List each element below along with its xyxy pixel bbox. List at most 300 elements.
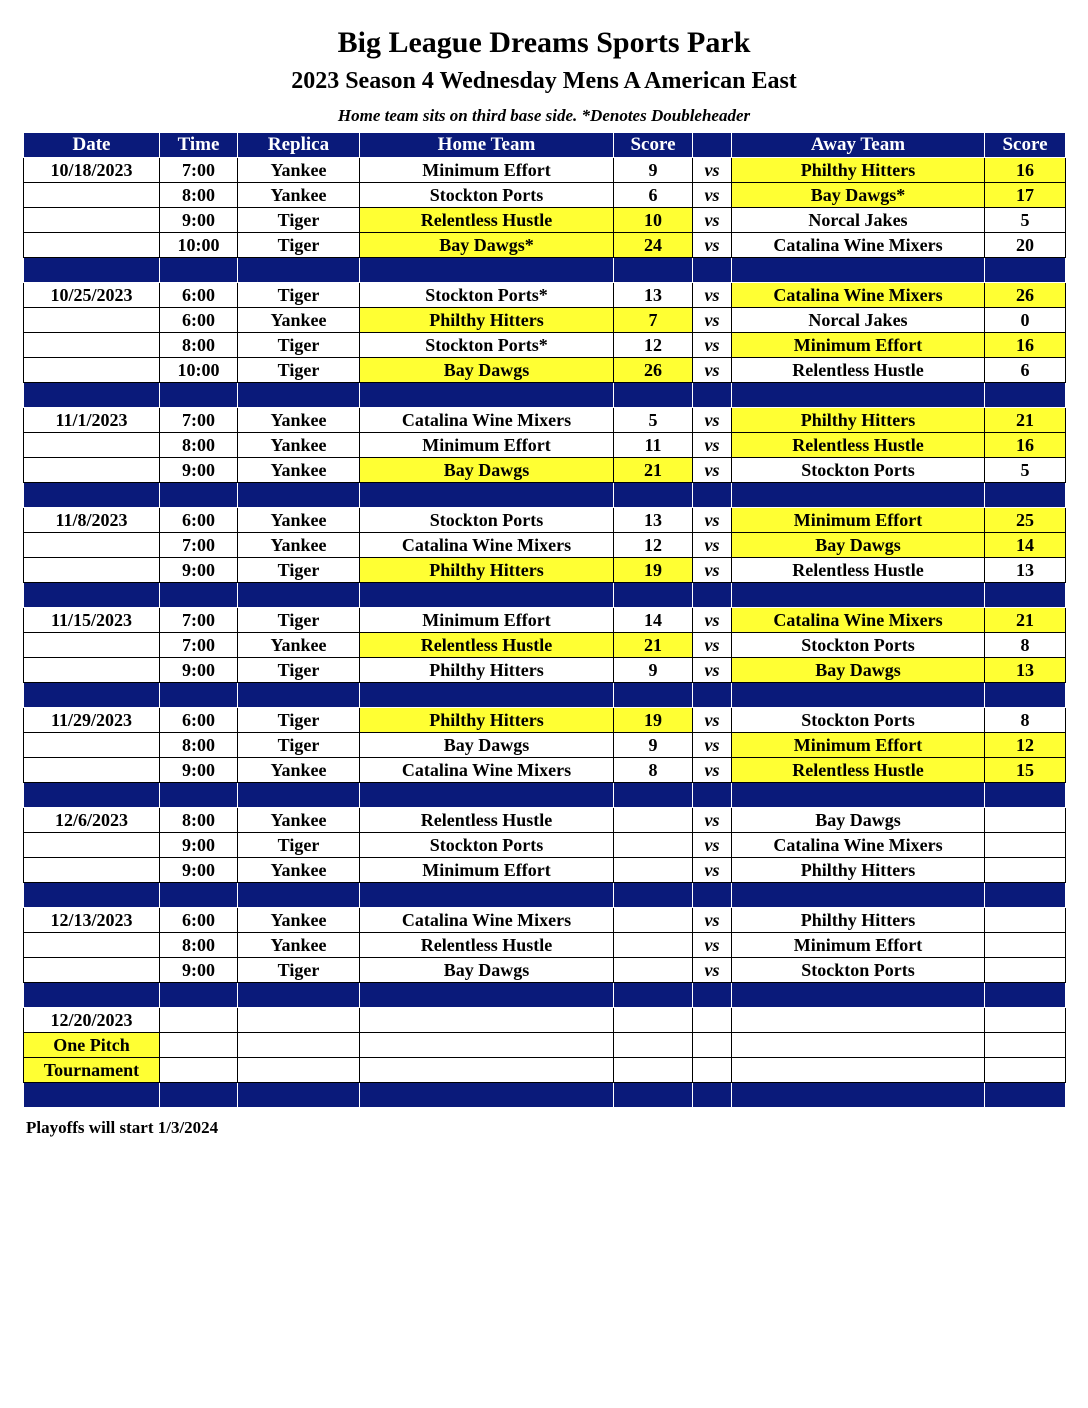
schedule-table xyxy=(23,132,1066,1108)
vs-cell: vs xyxy=(693,633,732,658)
table-row xyxy=(24,833,1066,858)
replica-cell: Tiger xyxy=(238,208,360,233)
empty-cell xyxy=(360,1058,614,1083)
home-score-cell: 26 xyxy=(614,358,693,383)
replica-cell: Tiger xyxy=(238,708,360,733)
away-score-cell xyxy=(985,833,1066,858)
away-score-cell: 26 xyxy=(985,283,1066,308)
away-score-cell: 16 xyxy=(985,333,1066,358)
table-row xyxy=(24,1033,1066,1058)
home-team-cell: Catalina Wine Mixers xyxy=(360,758,614,783)
time-cell: 6:00 xyxy=(160,283,238,308)
table-row xyxy=(24,233,1066,258)
separator-cell xyxy=(24,783,160,808)
header-row xyxy=(24,133,1066,158)
home-team-cell: Minimum Effort xyxy=(360,433,614,458)
home-score-cell: 19 xyxy=(614,558,693,583)
away-score-cell: 6 xyxy=(985,358,1066,383)
date-cell: 11/1/2023 xyxy=(24,408,160,433)
separator-cell xyxy=(985,383,1066,408)
away-team-cell: Catalina Wine Mixers xyxy=(732,283,985,308)
separator-cell xyxy=(238,983,360,1008)
away-score-cell xyxy=(985,958,1066,983)
separator-cell xyxy=(693,383,732,408)
separator-cell xyxy=(360,683,614,708)
home-team-cell: Minimum Effort xyxy=(360,608,614,633)
separator-row xyxy=(24,383,1066,408)
table-row xyxy=(24,408,1066,433)
time-cell: 8:00 xyxy=(160,433,238,458)
replica-cell: Tiger xyxy=(238,958,360,983)
home-team-cell: Philthy Hitters xyxy=(360,658,614,683)
date-cell-empty xyxy=(24,208,160,233)
separator-cell xyxy=(160,783,238,808)
away-score-cell: 15 xyxy=(985,758,1066,783)
separator-cell xyxy=(614,583,693,608)
away-team-cell: Minimum Effort xyxy=(732,733,985,758)
away-team-cell: Philthy Hitters xyxy=(732,858,985,883)
time-cell: 6:00 xyxy=(160,908,238,933)
table-row xyxy=(24,908,1066,933)
home-score-cell: 19 xyxy=(614,708,693,733)
time-cell: 9:00 xyxy=(160,458,238,483)
separator-cell xyxy=(360,1083,614,1108)
home-team-cell: Stockton Ports* xyxy=(360,283,614,308)
table-row xyxy=(24,333,1066,358)
home-score-cell: 24 xyxy=(614,233,693,258)
separator-row xyxy=(24,483,1066,508)
vs-cell: vs xyxy=(693,858,732,883)
home-score-cell xyxy=(614,858,693,883)
col-header-date: Date xyxy=(24,133,160,158)
vs-cell: vs xyxy=(693,933,732,958)
away-team-cell: Philthy Hitters xyxy=(732,158,985,183)
separator-cell xyxy=(693,583,732,608)
separator-cell xyxy=(160,1083,238,1108)
away-score-cell: 8 xyxy=(985,633,1066,658)
away-score-cell xyxy=(985,908,1066,933)
separator-cell xyxy=(238,258,360,283)
time-cell: 9:00 xyxy=(160,658,238,683)
separator-cell xyxy=(614,783,693,808)
separator-cell xyxy=(693,783,732,808)
replica-cell: Tiger xyxy=(238,833,360,858)
away-team-cell: Catalina Wine Mixers xyxy=(732,608,985,633)
table-row xyxy=(24,608,1066,633)
separator-cell xyxy=(614,383,693,408)
away-score-cell: 13 xyxy=(985,658,1066,683)
empty-cell xyxy=(160,1008,238,1033)
date-cell-empty xyxy=(24,333,160,358)
empty-cell xyxy=(614,1033,693,1058)
col-header-vs xyxy=(693,133,732,158)
separator-row xyxy=(24,1083,1066,1108)
table-row xyxy=(24,283,1066,308)
away-score-cell: 8 xyxy=(985,708,1066,733)
home-team-cell: Relentless Hustle xyxy=(360,808,614,833)
date-cell: 12/13/2023 xyxy=(24,908,160,933)
away-score-cell: 21 xyxy=(985,408,1066,433)
home-score-cell: 9 xyxy=(614,658,693,683)
home-team-cell: Catalina Wine Mixers xyxy=(360,908,614,933)
date-cell-empty xyxy=(24,833,160,858)
home-team-cell: Philthy Hitters xyxy=(360,558,614,583)
separator-cell xyxy=(985,683,1066,708)
away-team-cell: Relentless Hustle xyxy=(732,558,985,583)
vs-cell: vs xyxy=(693,408,732,433)
home-team-cell: Relentless Hustle xyxy=(360,933,614,958)
date-cell-empty xyxy=(24,183,160,208)
table-row xyxy=(24,1058,1066,1083)
separator-cell xyxy=(160,583,238,608)
home-score-cell: 13 xyxy=(614,508,693,533)
away-score-cell: 16 xyxy=(985,433,1066,458)
replica-cell: Yankee xyxy=(238,508,360,533)
tournament-label-cell: Tournament xyxy=(24,1058,160,1083)
replica-cell: Tiger xyxy=(238,558,360,583)
away-team-cell: Bay Dawgs xyxy=(732,533,985,558)
replica-cell: Tiger xyxy=(238,233,360,258)
away-team-cell: Stockton Ports xyxy=(732,708,985,733)
empty-cell xyxy=(985,1058,1066,1083)
empty-cell xyxy=(693,1008,732,1033)
vs-cell: vs xyxy=(693,733,732,758)
col-header-home-team: Home Team xyxy=(360,133,614,158)
separator-cell xyxy=(24,1083,160,1108)
separator-cell xyxy=(238,383,360,408)
separator-cell xyxy=(24,683,160,708)
home-score-cell: 11 xyxy=(614,433,693,458)
home-score-cell: 14 xyxy=(614,608,693,633)
separator-cell xyxy=(614,258,693,283)
home-team-cell: Philthy Hitters xyxy=(360,308,614,333)
playoffs-note: Playoffs will start 1/3/2024 xyxy=(26,1118,219,1137)
replica-cell: Yankee xyxy=(238,183,360,208)
separator-cell xyxy=(238,1083,360,1108)
replica-cell: Yankee xyxy=(238,908,360,933)
away-score-cell: 5 xyxy=(985,208,1066,233)
table-row xyxy=(24,458,1066,483)
away-team-cell: Catalina Wine Mixers xyxy=(732,233,985,258)
replica-cell: Yankee xyxy=(238,533,360,558)
time-cell: 9:00 xyxy=(160,208,238,233)
vs-cell: vs xyxy=(693,433,732,458)
separator-cell xyxy=(360,383,614,408)
separator-cell xyxy=(693,683,732,708)
separator-row xyxy=(24,883,1066,908)
separator-cell xyxy=(985,783,1066,808)
empty-cell xyxy=(732,1008,985,1033)
empty-cell xyxy=(238,1008,360,1033)
empty-cell xyxy=(160,1033,238,1058)
vs-cell: vs xyxy=(693,758,732,783)
home-score-cell: 12 xyxy=(614,533,693,558)
vs-cell: vs xyxy=(693,233,732,258)
table-row xyxy=(24,808,1066,833)
table-row xyxy=(24,558,1066,583)
separator-cell xyxy=(238,783,360,808)
separator-cell xyxy=(24,883,160,908)
table-row xyxy=(24,708,1066,733)
home-score-cell: 10 xyxy=(614,208,693,233)
away-team-cell: Norcal Jakes xyxy=(732,308,985,333)
away-team-cell: Bay Dawgs xyxy=(732,658,985,683)
empty-cell xyxy=(985,1033,1066,1058)
time-cell: 6:00 xyxy=(160,708,238,733)
separator-cell xyxy=(693,258,732,283)
separator-cell xyxy=(160,883,238,908)
separator-cell xyxy=(24,983,160,1008)
vs-cell: vs xyxy=(693,558,732,583)
away-team-cell: Minimum Effort xyxy=(732,508,985,533)
replica-cell: Tiger xyxy=(238,358,360,383)
separator-cell xyxy=(732,1083,985,1108)
vs-cell: vs xyxy=(693,458,732,483)
date-cell-empty xyxy=(24,758,160,783)
time-cell: 9:00 xyxy=(160,858,238,883)
replica-cell: Tiger xyxy=(238,608,360,633)
away-team-cell: Bay Dawgs xyxy=(732,808,985,833)
separator-cell xyxy=(24,258,160,283)
away-team-cell: Stockton Ports xyxy=(732,633,985,658)
separator-cell xyxy=(732,258,985,283)
separator-cell xyxy=(238,483,360,508)
page-subtitle: 2023 Season 4 Wednesday Mens A American East xyxy=(291,68,797,94)
home-score-cell xyxy=(614,933,693,958)
home-team-cell: Bay Dawgs xyxy=(360,358,614,383)
replica-cell: Yankee xyxy=(238,758,360,783)
vs-cell: vs xyxy=(693,333,732,358)
table-row xyxy=(24,1008,1066,1033)
time-cell: 10:00 xyxy=(160,233,238,258)
home-team-cell: Catalina Wine Mixers xyxy=(360,408,614,433)
vs-cell: vs xyxy=(693,358,732,383)
away-score-cell: 14 xyxy=(985,533,1066,558)
empty-cell xyxy=(732,1033,985,1058)
away-score-cell: 16 xyxy=(985,158,1066,183)
home-team-cell: Minimum Effort xyxy=(360,158,614,183)
separator-cell xyxy=(732,383,985,408)
empty-cell xyxy=(732,1058,985,1083)
home-score-cell xyxy=(614,958,693,983)
away-score-cell: 17 xyxy=(985,183,1066,208)
separator-cell xyxy=(985,483,1066,508)
replica-cell: Yankee xyxy=(238,633,360,658)
col-header-home-score: Score xyxy=(614,133,693,158)
home-team-cell: Stockton Ports xyxy=(360,508,614,533)
date-cell-empty xyxy=(24,858,160,883)
vs-cell: vs xyxy=(693,958,732,983)
separator-cell xyxy=(160,258,238,283)
date-cell-empty xyxy=(24,558,160,583)
table-row xyxy=(24,308,1066,333)
col-header-away-score: Score xyxy=(985,133,1066,158)
away-score-cell: 25 xyxy=(985,508,1066,533)
empty-cell xyxy=(160,1058,238,1083)
vs-cell: vs xyxy=(693,158,732,183)
date-cell: 10/25/2023 xyxy=(24,283,160,308)
separator-cell xyxy=(985,583,1066,608)
replica-cell: Yankee xyxy=(238,458,360,483)
date-cell-empty xyxy=(24,733,160,758)
final-date-cell: 12/20/2023 xyxy=(24,1008,160,1033)
vs-cell: vs xyxy=(693,308,732,333)
home-score-cell: 21 xyxy=(614,633,693,658)
vs-cell: vs xyxy=(693,183,732,208)
vs-cell: vs xyxy=(693,658,732,683)
table-row xyxy=(24,958,1066,983)
replica-cell: Yankee xyxy=(238,433,360,458)
empty-cell xyxy=(238,1058,360,1083)
home-score-cell xyxy=(614,833,693,858)
time-cell: 8:00 xyxy=(160,808,238,833)
col-header-away-team: Away Team xyxy=(732,133,985,158)
separator-cell xyxy=(732,483,985,508)
date-cell-empty xyxy=(24,658,160,683)
separator-cell xyxy=(24,483,160,508)
col-header-time: Time xyxy=(160,133,238,158)
separator-cell xyxy=(160,683,238,708)
empty-cell xyxy=(614,1058,693,1083)
time-cell: 8:00 xyxy=(160,333,238,358)
home-team-cell: Bay Dawgs* xyxy=(360,233,614,258)
time-cell: 8:00 xyxy=(160,183,238,208)
table-row xyxy=(24,858,1066,883)
vs-cell: vs xyxy=(693,908,732,933)
empty-cell xyxy=(985,1008,1066,1033)
vs-cell: vs xyxy=(693,833,732,858)
date-cell: 11/15/2023 xyxy=(24,608,160,633)
away-score-cell xyxy=(985,808,1066,833)
away-team-cell: Minimum Effort xyxy=(732,933,985,958)
away-team-cell: Relentless Hustle xyxy=(732,358,985,383)
time-cell: 7:00 xyxy=(160,158,238,183)
date-cell-empty xyxy=(24,233,160,258)
separator-cell xyxy=(238,883,360,908)
replica-cell: Yankee xyxy=(238,808,360,833)
home-team-cell: Stockton Ports* xyxy=(360,333,614,358)
vs-cell: vs xyxy=(693,708,732,733)
home-team-cell: Relentless Hustle xyxy=(360,633,614,658)
date-cell-empty xyxy=(24,458,160,483)
separator-row xyxy=(24,683,1066,708)
away-team-cell: Catalina Wine Mixers xyxy=(732,833,985,858)
home-score-cell: 5 xyxy=(614,408,693,433)
page-note: Home team sits on third base side. *Denotes Doubleheader xyxy=(337,106,751,125)
date-cell: 10/18/2023 xyxy=(24,158,160,183)
vs-cell: vs xyxy=(693,533,732,558)
home-score-cell: 8 xyxy=(614,758,693,783)
replica-cell: Yankee xyxy=(238,158,360,183)
home-score-cell: 6 xyxy=(614,183,693,208)
home-score-cell: 9 xyxy=(614,158,693,183)
time-cell: 9:00 xyxy=(160,558,238,583)
separator-cell xyxy=(732,883,985,908)
empty-cell xyxy=(693,1033,732,1058)
away-score-cell: 20 xyxy=(985,233,1066,258)
separator-cell xyxy=(238,583,360,608)
date-cell-empty xyxy=(24,308,160,333)
home-team-cell: Minimum Effort xyxy=(360,858,614,883)
empty-cell xyxy=(614,1008,693,1033)
separator-cell xyxy=(238,683,360,708)
time-cell: 7:00 xyxy=(160,408,238,433)
away-team-cell: Relentless Hustle xyxy=(732,758,985,783)
separator-cell xyxy=(732,683,985,708)
away-score-cell xyxy=(985,933,1066,958)
home-team-cell: Bay Dawgs xyxy=(360,733,614,758)
away-score-cell xyxy=(985,858,1066,883)
separator-cell xyxy=(614,683,693,708)
separator-cell xyxy=(985,883,1066,908)
separator-cell xyxy=(360,483,614,508)
date-cell-empty xyxy=(24,433,160,458)
date-cell: 11/29/2023 xyxy=(24,708,160,733)
date-cell-empty xyxy=(24,533,160,558)
col-header-replica: Replica xyxy=(238,133,360,158)
away-score-cell: 12 xyxy=(985,733,1066,758)
table-row xyxy=(24,433,1066,458)
replica-cell: Tiger xyxy=(238,283,360,308)
page-title: Big League Dreams Sports Park xyxy=(337,26,751,59)
empty-cell xyxy=(360,1008,614,1033)
vs-cell: vs xyxy=(693,283,732,308)
replica-cell: Tiger xyxy=(238,733,360,758)
separator-cell xyxy=(614,983,693,1008)
separator-cell xyxy=(614,483,693,508)
separator-cell xyxy=(732,983,985,1008)
separator-cell xyxy=(160,983,238,1008)
table-row xyxy=(24,933,1066,958)
home-team-cell: Bay Dawgs xyxy=(360,458,614,483)
separator-row xyxy=(24,983,1066,1008)
empty-cell xyxy=(360,1033,614,1058)
separator-cell xyxy=(360,583,614,608)
away-score-cell: 13 xyxy=(985,558,1066,583)
separator-cell xyxy=(732,583,985,608)
time-cell: 6:00 xyxy=(160,308,238,333)
table-row xyxy=(24,508,1066,533)
table-row xyxy=(24,183,1066,208)
separator-cell xyxy=(360,883,614,908)
home-score-cell: 13 xyxy=(614,283,693,308)
home-team-cell: Relentless Hustle xyxy=(360,208,614,233)
home-team-cell: Bay Dawgs xyxy=(360,958,614,983)
replica-cell: Yankee xyxy=(238,858,360,883)
date-cell-empty xyxy=(24,358,160,383)
replica-cell: Tiger xyxy=(238,658,360,683)
away-team-cell: Philthy Hitters xyxy=(732,408,985,433)
separator-row xyxy=(24,783,1066,808)
home-score-cell xyxy=(614,908,693,933)
away-team-cell: Stockton Ports xyxy=(732,958,985,983)
separator-cell xyxy=(24,383,160,408)
replica-cell: Yankee xyxy=(238,933,360,958)
time-cell: 9:00 xyxy=(160,958,238,983)
separator-cell xyxy=(985,258,1066,283)
separator-cell xyxy=(360,258,614,283)
time-cell: 7:00 xyxy=(160,608,238,633)
home-score-cell: 12 xyxy=(614,333,693,358)
date-cell-empty xyxy=(24,958,160,983)
home-score-cell xyxy=(614,808,693,833)
away-score-cell: 5 xyxy=(985,458,1066,483)
separator-cell xyxy=(614,883,693,908)
table-row xyxy=(24,208,1066,233)
separator-cell xyxy=(160,483,238,508)
table-row xyxy=(24,158,1066,183)
table-row xyxy=(24,733,1066,758)
